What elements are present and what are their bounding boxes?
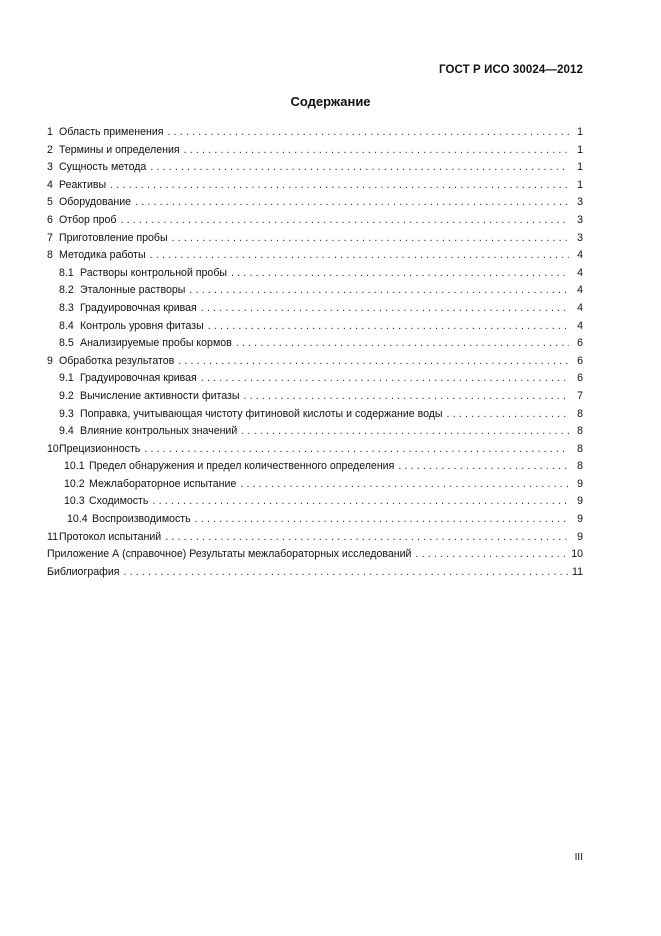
toc-entry-page: 9 (577, 477, 583, 490)
toc-entry-number: 8.5 (59, 337, 74, 350)
toc-entry[interactable] (47, 529, 583, 547)
toc-entry-number: 8.3 (59, 301, 74, 314)
toc-leader-dots (165, 529, 569, 547)
toc-entry-number: 10.2 (64, 477, 85, 490)
toc-entry-label: Межлабораторное испытание (89, 477, 237, 490)
toc-entry-label: Отбор проб (59, 213, 117, 226)
toc-entry-number: 3 (47, 161, 53, 174)
toc-entry-page: 3 (577, 231, 583, 244)
toc-entry-number: 8.2 (59, 284, 74, 297)
toc-entry-page: 1 (577, 161, 583, 174)
toc-entry-page: 8 (577, 442, 583, 455)
toc-entry[interactable] (47, 476, 583, 494)
toc-leader-dots (144, 441, 569, 459)
toc-leader-dots (172, 230, 569, 248)
toc-entry-page: 8 (577, 407, 583, 420)
toc-entry[interactable] (47, 159, 583, 177)
toc-entry-number: 10.1 (64, 460, 85, 473)
toc-entry-page: 3 (577, 213, 583, 226)
toc-entry-page: 11 (572, 565, 583, 578)
toc-entry-page: 1 (577, 143, 583, 156)
toc-entry-label: Протокол испытаний (59, 530, 162, 543)
toc-leader-dots (236, 335, 569, 353)
toc-leader-dots (231, 265, 569, 283)
toc-entry-page: 1 (577, 126, 583, 138)
toc-leader-dots (150, 247, 569, 265)
toc-entry-label: Реактивы (59, 178, 107, 191)
page-number: III (574, 852, 583, 863)
toc-entry-label: Эталонные растворы (80, 284, 186, 297)
toc-entry-label: Приложение А (справочное) Результаты межлабораторных исследований (47, 548, 412, 561)
toc-entry-number: 7 (47, 231, 53, 244)
toc-entry-number: 10.4 (67, 513, 88, 526)
toc-entry[interactable] (47, 423, 583, 441)
toc-entry[interactable] (47, 406, 583, 424)
page-title: Содержание (290, 94, 371, 109)
toc-entry-page: 4 (577, 249, 583, 262)
toc-entry-label: Контроль уровня фитазы (80, 319, 204, 332)
toc-entry-label: Оборудование (59, 196, 132, 209)
toc-entry[interactable] (47, 493, 583, 511)
toc-entry-number: 9.1 (59, 372, 74, 385)
toc-entry-label: Библиография (47, 565, 120, 578)
toc-entry-label: Анализируемые пробы кормов (80, 337, 232, 350)
toc-leader-dots (201, 370, 569, 388)
toc-entry-label: Вычисление активности фитазы (80, 389, 240, 402)
toc-leader-dots (120, 212, 569, 230)
toc-entry-number: 9.4 (59, 425, 74, 438)
toc-leader-dots (201, 300, 569, 318)
toc-entry-page: 4 (577, 319, 583, 332)
toc-entry[interactable] (47, 142, 583, 160)
toc-entry-number: 9 (47, 354, 53, 367)
toc-leader-dots (244, 388, 570, 406)
toc-entry[interactable] (47, 247, 583, 265)
toc-entry[interactable] (47, 441, 583, 459)
toc-entry-label: Термины и определения (59, 143, 180, 156)
document-standard-header: ГОСТ Р ИСО 30024—2012 (438, 64, 583, 76)
toc-entry-page: 8 (577, 460, 583, 473)
toc-entry-page: 8 (577, 425, 583, 438)
toc-entry[interactable] (47, 194, 583, 212)
toc-entry-page: 3 (577, 196, 583, 209)
toc-entry-number: 8.4 (59, 319, 74, 332)
toc-leader-dots (240, 476, 569, 494)
toc-entry-number: 6 (47, 213, 53, 226)
toc-entry[interactable] (47, 370, 583, 388)
toc-entry[interactable] (47, 318, 583, 336)
toc-entry-label: Поправка, учитывающая чистоту фитиновой кислоты и содержание воды (80, 407, 443, 420)
toc-entry[interactable] (47, 335, 583, 353)
toc-entry-number: 1 (47, 126, 53, 138)
toc-entry[interactable] (47, 265, 583, 283)
toc-entry-label: Растворы контрольной пробы (80, 266, 228, 279)
toc-entry-number: 8.1 (59, 266, 74, 279)
toc-leader-dots (110, 177, 569, 195)
toc-entry-page: 6 (577, 354, 583, 367)
toc-entry[interactable] (47, 212, 583, 230)
toc-entry-number: 9.3 (59, 407, 74, 420)
toc-entry-number: 9.2 (59, 389, 74, 402)
toc-leader-dots (189, 282, 569, 300)
toc-entry[interactable] (47, 458, 583, 476)
toc-leader-dots (208, 318, 569, 336)
toc-leader-dots (398, 458, 569, 476)
toc-entry[interactable] (47, 230, 583, 248)
toc-leader-dots (178, 353, 569, 371)
toc-entry[interactable] (47, 282, 583, 300)
toc-leader-dots (184, 142, 569, 160)
toc-entry-page: 9 (577, 530, 583, 543)
toc-leader-dots (152, 493, 569, 511)
toc-entry-label: Обработка результатов (59, 354, 175, 367)
toc-entry-label: Градуировочная кривая (80, 372, 197, 385)
toc-leader-dots (241, 423, 569, 441)
toc-entry-number: 10.3 (64, 495, 85, 508)
toc-entry[interactable] (47, 388, 583, 406)
toc-entry[interactable] (47, 124, 583, 142)
toc-leader-dots (195, 511, 569, 529)
toc-entry-label: Прецизионность (59, 442, 141, 455)
toc-entry-page: 7 (577, 389, 583, 402)
toc-leader-dots (415, 546, 567, 564)
toc-entry[interactable] (47, 546, 583, 564)
toc-entry-label: Область применения (59, 126, 164, 138)
toc-entry-number: 10 (47, 442, 59, 455)
toc-entry-page: 4 (577, 266, 583, 279)
toc-entry-label: Сущность метода (59, 161, 147, 174)
toc-leader-dots (135, 194, 569, 212)
toc-entry[interactable] (47, 564, 583, 582)
toc-entry[interactable] (47, 177, 583, 195)
toc-entry-number: 11 (47, 530, 58, 543)
toc-leader-dots (150, 159, 569, 177)
toc-entry-page: 9 (577, 495, 583, 508)
toc-entry-label: Предел обнаружения и предел количественного определения (89, 460, 395, 473)
toc-entry-number: 4 (47, 178, 53, 191)
toc-leader-dots (167, 124, 569, 142)
toc-entry[interactable] (47, 511, 583, 529)
toc-entry-page: 6 (577, 372, 583, 385)
toc-entry-page: 9 (577, 513, 583, 526)
toc-entry-number: 5 (47, 196, 53, 209)
toc-entry-number: 8 (47, 249, 53, 262)
toc-entry-page: 6 (577, 337, 583, 350)
toc-entry-page: 4 (577, 284, 583, 297)
toc-leader-dots (447, 406, 569, 424)
toc-entry-number: 2 (47, 143, 53, 156)
toc-entry-label: Приготовление пробы (59, 231, 168, 244)
toc-entry[interactable] (47, 353, 583, 371)
toc-entry-page: 4 (577, 301, 583, 314)
toc-entry-label: Сходимость (89, 495, 149, 508)
toc-entry-page: 1 (577, 178, 583, 191)
toc-entry-page: 10 (571, 548, 583, 561)
toc-entry[interactable] (47, 300, 583, 318)
toc-entry-label: Градуировочная кривая (80, 301, 197, 314)
toc-leader-dots (123, 564, 568, 582)
toc-entry-label: Влияние контрольных значений (80, 425, 238, 438)
toc-entry-label: Воспроизводимость (92, 513, 191, 526)
toc-entry-label: Методика работы (59, 249, 146, 262)
table-of-contents (47, 124, 583, 581)
